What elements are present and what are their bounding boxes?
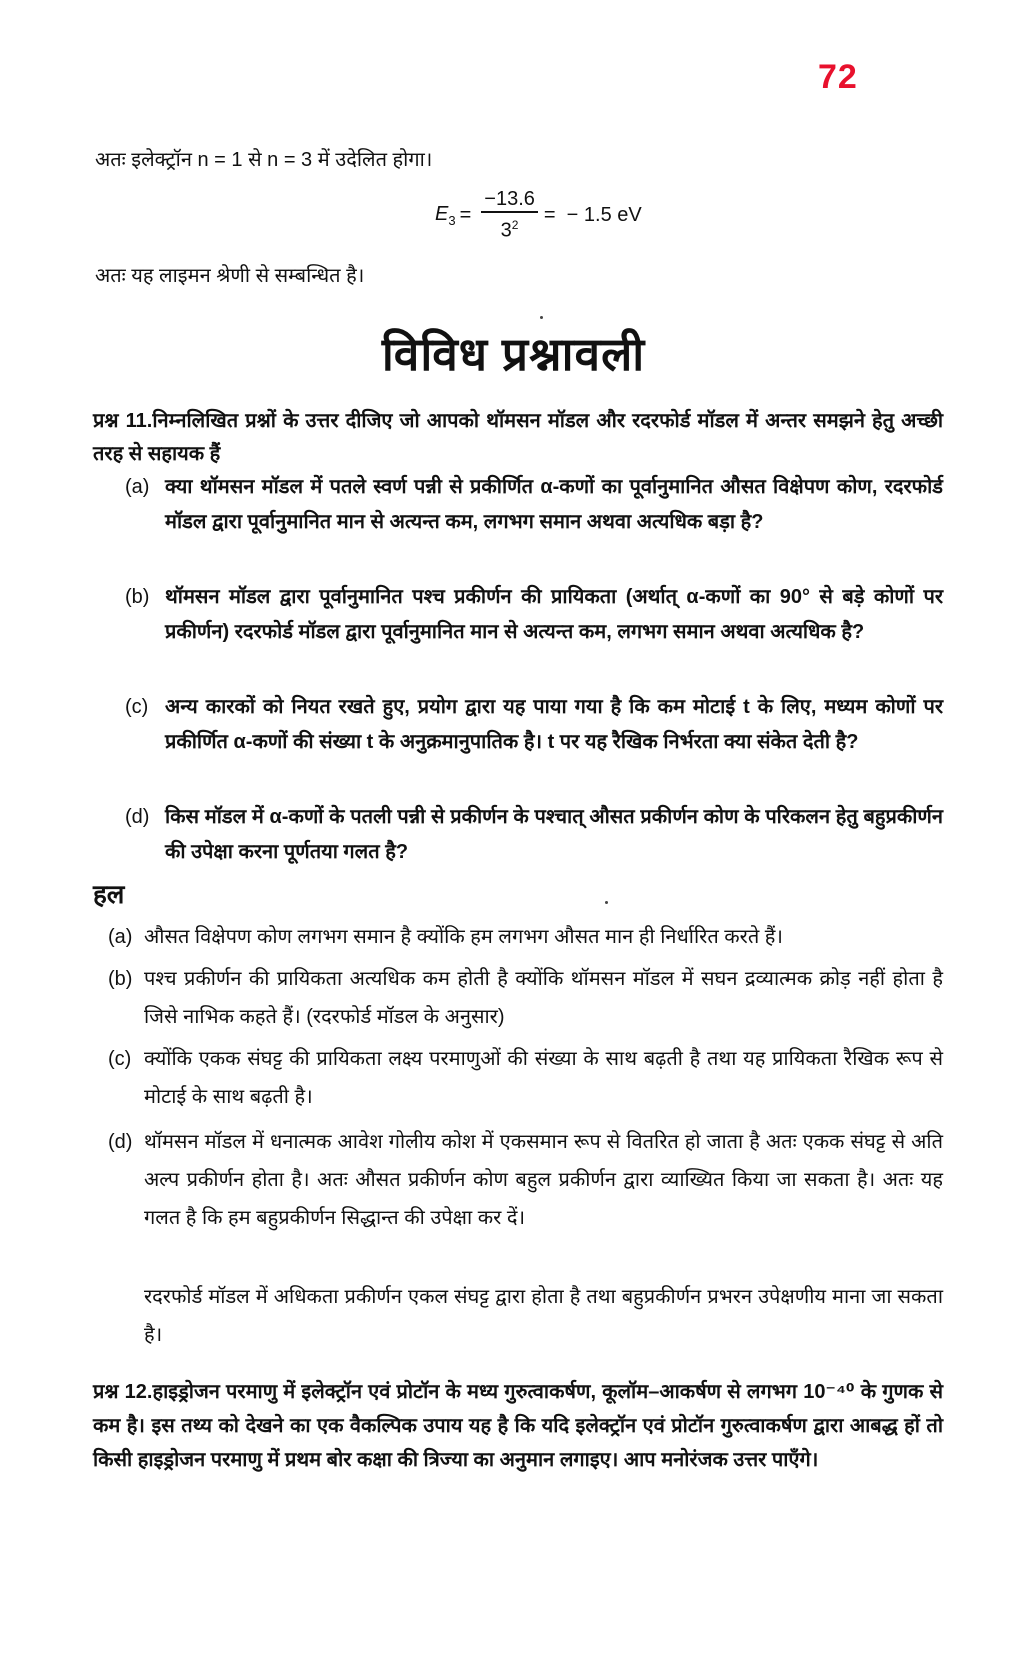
question-11-part-c — [125, 690, 943, 760]
part-tag: (d) — [108, 1131, 133, 1153]
solution-note — [144, 1278, 943, 1354]
part-tag: (b) — [108, 968, 133, 990]
question-12 — [93, 1375, 943, 1477]
solution-part-c — [108, 1040, 943, 1116]
equation-fraction — [481, 187, 538, 243]
question-11-part-a — [125, 470, 943, 540]
intro-line-2: अतः यह लाइमन श्रेणी से सम्बन्धित है। — [95, 265, 365, 287]
page-number: 72 — [818, 58, 858, 96]
note-text: रदरफोर्ड मॉडल में अधिकता प्रकीर्णन एकल संघट्ट द्वारा होता है तथा बहुप्रकीर्णन प्रभरन उपेक्षणीय माना जा सकता है। — [144, 1286, 943, 1346]
solution-part-d — [108, 1123, 943, 1237]
question-11 — [93, 405, 943, 471]
scan-speck — [540, 316, 543, 319]
question-11-text: निम्नलिखित प्रश्नों के उत्तर दीजिए जो आपको थॉमसन मॉडल और रदरफोर्ड मॉडल में अन्तर समझने हेतु अच्छी तरह से सहायक हैं — [93, 410, 944, 465]
equation-subscript: 3 — [448, 212, 456, 228]
part-tag: (a) — [125, 476, 150, 498]
part-text: थॉमसन मॉडल में धनात्मक आवेश गोलीय कोश में एकसमान रूप से वितरित हो जाता है अतः एकक संघट्ट से अति अल्प प्रकीर्णन होता है। अतः औसत प्रकीर्णन कोण बहुल प्रकीर्णन द्वारा व्याख्यित किया जा सकता है। अतः यह गलत है कि हम बहुप्रकीर्णन सिद्धान्त की उपेक्षा कर दें। — [144, 1131, 943, 1229]
question-12-label: प्रश्न 12. — [93, 1381, 153, 1403]
question-11-label: प्रश्न 11. — [93, 410, 153, 432]
part-text: थॉमसन मॉडल द्वारा पूर्वानुमानित पश्च प्रकीर्णन की प्रायिकता (अर्थात् α-कणों का 90° से बड़े कोणों पर प्रकीर्णन) रदरफोर्ड मॉडल द्वारा पूर्वानुमानित मान से अत्यन्त कम, लगभग समान अथवा अत्यधिक है? — [165, 586, 943, 643]
part-text: पश्च प्रकीर्णन की प्रायिकता अत्यधिक कम होती है क्योंकि थॉमसन मॉडल में सघन द्रव्यात्मक क्रोड़ नहीं होता है जिसे नाभिक कहते हैं। (रदरफोर्ड मॉडल के अनुसार) — [144, 968, 943, 1028]
part-text: क्योंकि एकक संघट्ट की प्रायिकता लक्ष्य परमाणुओं की संख्या के साथ बढ़ती है तथा यह प्रायिकता रैखिक रूप से मोटाई के साथ बढ़ती है। — [144, 1048, 943, 1108]
equation-symbol: E — [435, 202, 449, 225]
part-text: औसत विक्षेपण कोण लगभग समान है क्योंकि हम लगभग औसत मान ही निर्धारित करते हैं। — [144, 926, 783, 948]
solution-part-a — [108, 920, 943, 955]
part-tag: (d) — [125, 806, 150, 828]
part-tag: (c) — [125, 696, 149, 718]
scan-speck — [605, 901, 608, 904]
solution-heading: हल — [93, 879, 125, 909]
fraction-numerator: −13.6 — [481, 187, 538, 213]
denominator-base: 3 — [500, 219, 512, 242]
part-text: क्या थॉमसन मॉडल में पतले स्वर्ण पन्नी से प्रकीर्णित α-कणों का पूर्वानुमानित औसत विक्षेपण कोण, रदरफोर्ड मॉडल द्वारा पूर्वानुमानित मान से अत्यन्त कम, लगभग समान अथवा अत्यधिक बड़ा है? — [165, 476, 943, 533]
fraction-denominator — [501, 213, 519, 243]
part-tag: (c) — [108, 1048, 132, 1070]
question-11-part-d — [125, 800, 943, 870]
intro-line-1: अतः इलेक्ट्रॉन n = 1 से n = 3 में उदेलित होगा। — [95, 149, 433, 171]
question-11-part-b — [125, 580, 943, 650]
solution-part-b — [108, 960, 943, 1036]
part-tag: (b) — [125, 586, 150, 608]
equation-lhs — [435, 203, 456, 228]
part-text: किस मॉडल में α-कणों के पतली पन्नी से प्रकीर्णन के पश्चात् औसत प्रकीर्णन कोण के परिकलन हेतु बहुप्रकीर्णन की उपेक्षा करना पूर्णतया गलत है? — [165, 806, 943, 863]
part-tag: (a) — [108, 926, 133, 948]
energy-equation — [435, 185, 642, 245]
question-12-text: हाइड्रोजन परमाणु में इलेक्ट्रॉन एवं प्रोटॉन के मध्य गुरुत्वाकर्षण, कूलॉम–आकर्षण से लगभग 10⁻⁴⁰ के गुणक से कम है। इस तथ्य को देखने का एक वैकल्पिक उपाय यह है कि यदि इलेक्ट्रॉन एवं प्रोटॉन गुरुत्वाकर्षण द्वारा आबद्ध हों तो किसी हाइड्रोजन परमाणु में प्रथम बोर कक्षा की त्रिज्या का अनुमान लगाइए। आप मनोरंजक उत्तर पाएँगे। — [93, 1381, 944, 1471]
equation-rhs: = − 1.5 eV — [543, 203, 642, 226]
section-title: विविध प्रश्नावली — [381, 328, 646, 380]
equals-sign: = — [459, 203, 472, 226]
part-text: अन्य कारकों को नियत रखते हुए, प्रयोग द्वारा यह पाया गया है कि कम मोटाई t के लिए, मध्यम कोणों पर प्रकीर्णित α-कणों की संख्या t के अनुक्रमानुपातिक है। t पर यह रैखिक निर्भरता क्या संकेत देती है? — [165, 696, 943, 753]
denominator-exponent: 2 — [511, 218, 519, 233]
